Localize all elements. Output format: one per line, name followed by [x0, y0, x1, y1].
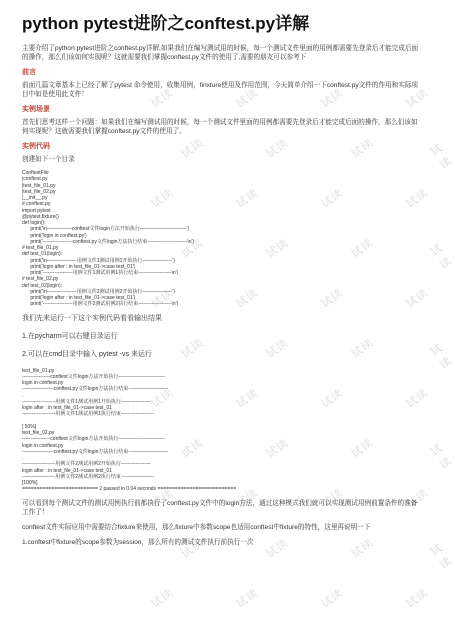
watermark-text: 试读 [319, 387, 346, 411]
output-line: --------------------用例文件1测试用例1开始执行------------------ [22, 398, 151, 405]
watermark-text: 试读 [319, 587, 346, 611]
output-line: -------------------conftest.py文件login方法执行结束------------------------ [22, 386, 169, 393]
output-line: -----------------conftest文件login方法开始执行---------------------------- [22, 436, 166, 443]
run-intro-text: 我们先来运行一下这个实例代码看看输出结果 [22, 314, 162, 322]
watermark-text: 试读 [404, 287, 431, 311]
step-1-text: 1.在pycharm可以右键目录运行 [22, 332, 118, 340]
code-line: ConftestFile [22, 170, 49, 176]
section-scenario-title: 实例场景 [22, 106, 50, 113]
watermark-text: 试读 [179, 537, 206, 561]
section-preface-title: 前言 [22, 69, 36, 76]
watermark-text: 试读 [234, 487, 261, 511]
code-line: print('login after : in test_file_01->case test_01') [22, 263, 136, 270]
output-line: login in conftest.py [22, 380, 64, 386]
watermark-text: 试读 [179, 237, 206, 261]
code-block-output [22, 368, 422, 493]
output-line: [100%] [22, 480, 38, 486]
watermark-text: 试读 [234, 387, 261, 411]
watermark-text: 试读 [404, 487, 431, 511]
output-line: login in conftest.py [22, 442, 64, 449]
code-line: def login(): [22, 220, 46, 226]
code-line: print('------------------用例文件1测试用例1执行结束--------------------\n') [22, 270, 179, 276]
code-line: |test_file_02.py [22, 188, 56, 195]
watermark-text: 试读 [428, 541, 455, 572]
code-line: |conftest.py [22, 176, 48, 183]
output-line: . [22, 392, 24, 399]
watermark-text: 试读 [149, 287, 176, 311]
watermark-text: 试读 [234, 287, 261, 311]
watermark-text: 试读 [264, 537, 291, 561]
watermark-text: 试读 [179, 337, 206, 361]
watermark-text: 试读 [234, 87, 261, 111]
watermark-text: 试读 [428, 341, 455, 372]
watermark-text: 试读 [404, 187, 431, 211]
output-line: . [22, 455, 24, 461]
watermark-text: 试读 [149, 387, 176, 411]
watermark-text: 试读 [404, 587, 431, 611]
output-line: test_file_02.py [22, 430, 55, 436]
watermark-text: 试读 [149, 487, 176, 511]
watermark-text: 试读 [319, 487, 346, 511]
watermark-text: 试读 [149, 587, 176, 611]
watermark-text: 试读 [264, 337, 291, 361]
section-preface-body: 前面几篇文章基本上已经了解了pytest 命令使用，收集用例，finxture使用及作用范围，今天简单介绍一下conftest.py文件的作用和实际项目中如是使用此文件！ [22, 82, 419, 98]
watermark-text: 试读 [349, 237, 376, 261]
code-line: def test_01(login): [22, 251, 63, 258]
watermark-text: 试读 [404, 387, 431, 411]
code-line: # conftest.py [22, 201, 51, 208]
watermark-text: 试读 [149, 187, 176, 211]
watermark-text: 试读 [349, 437, 376, 461]
code-line: print('login in conftest.py') [22, 232, 87, 239]
code-line: print('login after : in test_file_01->case test_01') [22, 295, 136, 301]
output-line: --------------------用例文件2测试用例2执行结束-------------------- [22, 473, 155, 480]
code-block-source [22, 170, 422, 308]
watermark-text: 试读 [319, 287, 346, 311]
code-line: print('------------------conftest.py文件login方法执行结束------------------------\n') [22, 238, 195, 245]
watermark-text: 试读 [264, 437, 291, 461]
code-line: print('------------------用例文件2测试用例2执行结束--------------------\n') [22, 301, 179, 308]
output-line: login after : in test_file_01->case test_01 [22, 405, 112, 411]
section-code-title: 实例代码 [22, 143, 50, 150]
code-line: print('\n---------------conftest文件login方法开始执行----------------------------') [22, 226, 190, 233]
watermark-text: 试读 [179, 137, 206, 161]
watermark-text: 试读 [264, 237, 291, 261]
code-line: @pytest.fixture() [22, 213, 59, 220]
document-page [22, 14, 422, 553]
output-line: -----------------conftest文件login方法开始执行---------------------------- [22, 373, 166, 380]
conclusion-paragraph-1: 可以看到每个测试文件的测试用例执行前都执行了conftest.py文件中的login方法，通过这种模式我们就可以实现测试用例前置条件的准备工作了！ [22, 499, 418, 516]
code-line: |__init__.py [22, 195, 48, 201]
conclusion-paragraph-2: conftest文件实际应用中需要结合fixture来使用，那么fixture中参数scope也适用conftest中fixture的特性，这里再说明一下 [22, 523, 371, 531]
intro-paragraph: 主要介绍了python pytest进阶之conftest.py详解,如果我们在编写测试用的时候，每一个测试文件里面的用例都需要先登录后才能完成后面的操作，那么们该如何实现呢？这就需要我们掌握conftest.py文件的使用了,需要的朋友可以参考下 [22, 45, 419, 61]
code-line: def test_02(login): [22, 282, 63, 289]
output-line: --------------------用例文件2测试用例2开始执行------------------ [22, 461, 151, 468]
output-line: login after : in test_file_01->case test_01 [22, 467, 112, 474]
code-line: # test_file_02.py [22, 276, 59, 283]
watermark-text: 试读 [149, 87, 176, 111]
output-line: -------------------conftest.py文件login方法执行结束------------------------ [22, 448, 169, 455]
watermark-text: 试读 [404, 87, 431, 111]
code-line: import pytest [22, 207, 51, 214]
page-title: python pytest进阶之conftest.py详解 [22, 14, 310, 33]
output-line: [ 50%] [22, 423, 37, 430]
output-line: --------------------用例文件1测试用例1执行结束-------------------- [22, 411, 155, 418]
watermark-text: 试读 [349, 537, 376, 561]
watermark-text: 试读 [428, 241, 455, 272]
watermark-text: 试读 [319, 87, 346, 111]
section-scenario-body: 首先们思考这样一个问题：如果我们在编写测试用的时候，每一个测试文件里面的用例都需要先登录后才能完成后面的操作，那么们该如何实现呢？这就需要我们掌握conftest.py文件的使用了。 [22, 119, 418, 135]
watermark-text: 试读 [319, 187, 346, 211]
output-line: test_file_01.py [22, 367, 55, 374]
code-line: print('\n------------------用例文件1测试用例1开始执行------------------') [22, 257, 175, 264]
step-2-text: 2.可以在cmd目录中输入 pytest -vs 来运行 [22, 350, 152, 358]
watermark-text: 试读 [264, 137, 291, 161]
watermark-text: 试读 [349, 137, 376, 161]
code-line: # test_file_01.py [22, 245, 59, 251]
watermark-text: 试读 [234, 587, 261, 611]
code-line: |test_file_01.py [22, 182, 56, 189]
watermark-text: 试读 [428, 141, 455, 172]
watermark-text: 试读 [349, 337, 376, 361]
create-dir-text: 创建如下一个目录 [22, 156, 75, 163]
code-line: print('\n------------------用例文件2测试用例2开始执行------------------') [22, 288, 175, 295]
watermark-text: 试读 [428, 441, 455, 472]
watermark-text: 试读 [179, 437, 206, 461]
watermark-text: 试读 [234, 187, 261, 211]
output-line: ========================== 2 passed in 0.04 seconds =========================== [22, 486, 237, 493]
conclusion-paragraph-3: 1.conftest中fixture的scope参数为session，那么所有的测试文件执行前执行一次 [22, 538, 254, 546]
